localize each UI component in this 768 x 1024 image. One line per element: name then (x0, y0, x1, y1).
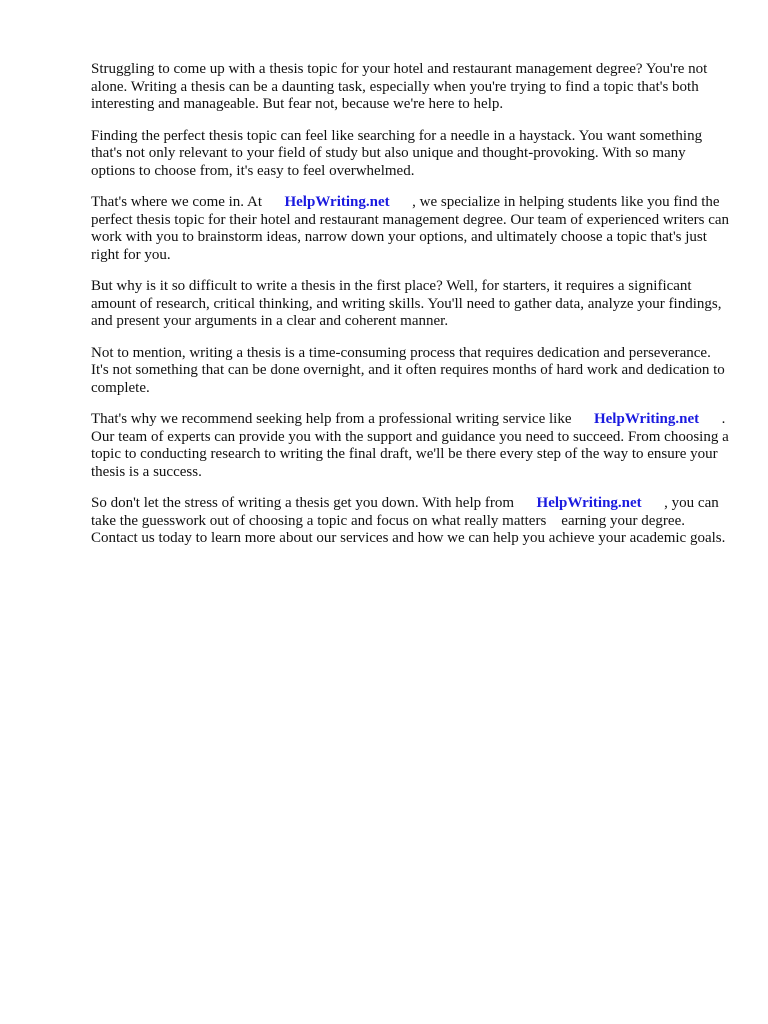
paragraph-text: , we specialize in helping students like you find the perfect thesis topic for their hotel and restaurant management degree. Our team of experienced writers can work with you to brainstorm ideas, narrow down your options, and ultimately choose a topic that's just right for you. (91, 194, 733, 263)
document-page (91, 61, 731, 562)
paragraph-text: That's where we come in. At (91, 194, 285, 210)
paragraph-where-we-come-in (91, 194, 731, 264)
paragraph-closing (91, 495, 731, 548)
paragraph-why-difficult: But why is it so difficult to write a thesis in the first place? Well, for starters, it requires a significant amount of research, critical thinking, and writing skills. You'll need to gather data, analyze your findings, and present your arguments in a clear and coherent manner. (91, 278, 726, 329)
paragraph-finding-topic: Finding the perfect thesis topic can feel like searching for a needle in a haystack. You want something that's not only relevant to your field of study but also unique and thought-provoking. With so many options to choose from, it's easy to feel overwhelmed. (91, 127, 706, 179)
helpwriting-link[interactable]: HelpWriting.net (536, 495, 642, 511)
paragraph-intro: Struggling to come up with a thesis topic for your hotel and restaurant management degree? You're not alone. Writing a thesis can be a daunting task, especially when you're trying to find a topic that's both interesting and manageable. But fear not, because we're here to help. (91, 61, 712, 112)
paragraph-text: . Our team of experts can provide you with the support and guidance you need to succeed. From choosing a topic to conducting research to writing the final draft, we'll be there every step of the way to ensure your thesis is a success. (91, 411, 733, 480)
paragraph-text: So don't let the stress of writing a thesis get you down. With help from (91, 495, 537, 511)
paragraph-time-consuming: Not to mention, writing a thesis is a time-consuming process that requires dedication and perseverance. It's not something that can be done overnight, and it often requires months of hard work and dedication to complete. (91, 344, 729, 396)
paragraph-text: That's why we recommend seeking help from a professional writing service like (91, 411, 594, 427)
helpwriting-link[interactable]: HelpWriting.net (284, 194, 390, 210)
paragraph-text: , you can take the guesswork out of choosing a topic and focus on what really matters earning your degree. Contact us today to learn more about our services and how we can help you achieve your academic goals. (91, 495, 726, 546)
paragraph-recommend-service (91, 411, 731, 481)
helpwriting-link[interactable]: HelpWriting.net (593, 411, 700, 427)
